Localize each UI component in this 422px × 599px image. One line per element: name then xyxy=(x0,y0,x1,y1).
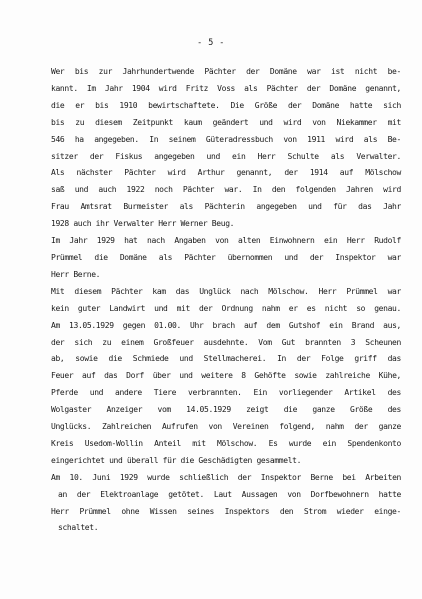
page-number: - 5 - xyxy=(197,37,225,47)
text-line: kein guter Landwirt und mit der Ordnung nahm er es nicht so genau. xyxy=(51,303,401,313)
text-line: Mit diesem Pächter kam das Unglück nach Mölschow. Herr Prümmel war xyxy=(51,286,401,296)
text-line: Wer bis zur Jahrhundertwende Pächter der Domäne war ist nicht be- xyxy=(51,67,401,76)
text-line: schaltet. xyxy=(58,523,99,533)
text-line: Kreis Usedom-Wollin Anteil mit Mölschow. Es wurde ein Spendenkonto xyxy=(51,438,401,448)
text-line: Am 13.05.1929 gegen 01.00. Uhr brach auf dem Gutshof ein Brand aus, xyxy=(51,320,401,330)
text-line: Frau Amtsrat Burmeister als Pächterin angegeben und für das Jahr xyxy=(51,202,401,212)
text-line: Herr Berne. xyxy=(51,269,101,279)
text-line: Pferde und andere Tiere verbrannten. Ein vorliegender Artikel des xyxy=(51,388,401,398)
text-line: an der Elektroanlage getötet. Laut Aussagen von Dorfbewohnern hatte xyxy=(58,489,401,499)
text-line: Als nächster Pächter wird Arthur genannt, der 1914 auf Mölschow xyxy=(51,168,401,178)
text-line: der sich zu einem Großfeuer ausdehnte. Vom Gut brannten 3 Scheunen xyxy=(51,337,401,347)
text-line: ab, sowie die Schmiede und Stellmacherei. In der Folge griff das xyxy=(51,354,401,364)
text-line: Feuer auf das Dorf über und weitere 8 Gehöfte sowie zahlreiche Kühe, xyxy=(51,371,401,381)
text-line: saß und auch 1922 noch Pächter war. In den folgenden Jahren wird xyxy=(51,185,401,195)
text-line: die er bis 1910 bewirtschaftete. Die Größe der Domäne hatte sich xyxy=(51,100,401,110)
text-line: kannt. Im Jahr 1904 wird Fritz Voss als Pächter der Domäne genannt, xyxy=(51,83,401,93)
text-line: Wolgaster Anzeiger vom 14.05.1929 zeigt die ganze Größe des xyxy=(51,405,401,415)
text-line: Am 10. Juni 1929 wurde schließlich der Inspektor Berne bei Arbeiten xyxy=(51,472,401,482)
text-line: sitzer der Fiskus angegeben und ein Herr Schulte als Verwalter. xyxy=(51,151,401,161)
text-line: Unglücks. Zahlreichen Aufrufen von Vereinen folgend, nahm der ganze xyxy=(51,422,401,432)
text-line: 546 ha angegeben. In seinem Güteradressbuch von 1911 wird als Be- xyxy=(51,134,401,144)
text-line: 1928 auch ihr Verwalter Herr Werner Beug. xyxy=(51,219,235,229)
text-line: eingerichtet und überall für die Geschädigten gesammelt. xyxy=(51,455,302,465)
text-line: Prümmel die Domäne als Pächter übernommen und der Inspektor war xyxy=(51,252,401,262)
text-line: Im Jahr 1929 hat nach Angaben von alten Einwohnern ein Herr Rudolf xyxy=(51,236,401,246)
body-text xyxy=(51,64,401,537)
text-line: Herr Prümmel ohne Wissen seines Inspektors den Strom wieder einge- xyxy=(51,506,401,516)
text-line: bis zu diesem Zeitpunkt kaum geändert und wird von Niekammer mit xyxy=(51,117,401,127)
